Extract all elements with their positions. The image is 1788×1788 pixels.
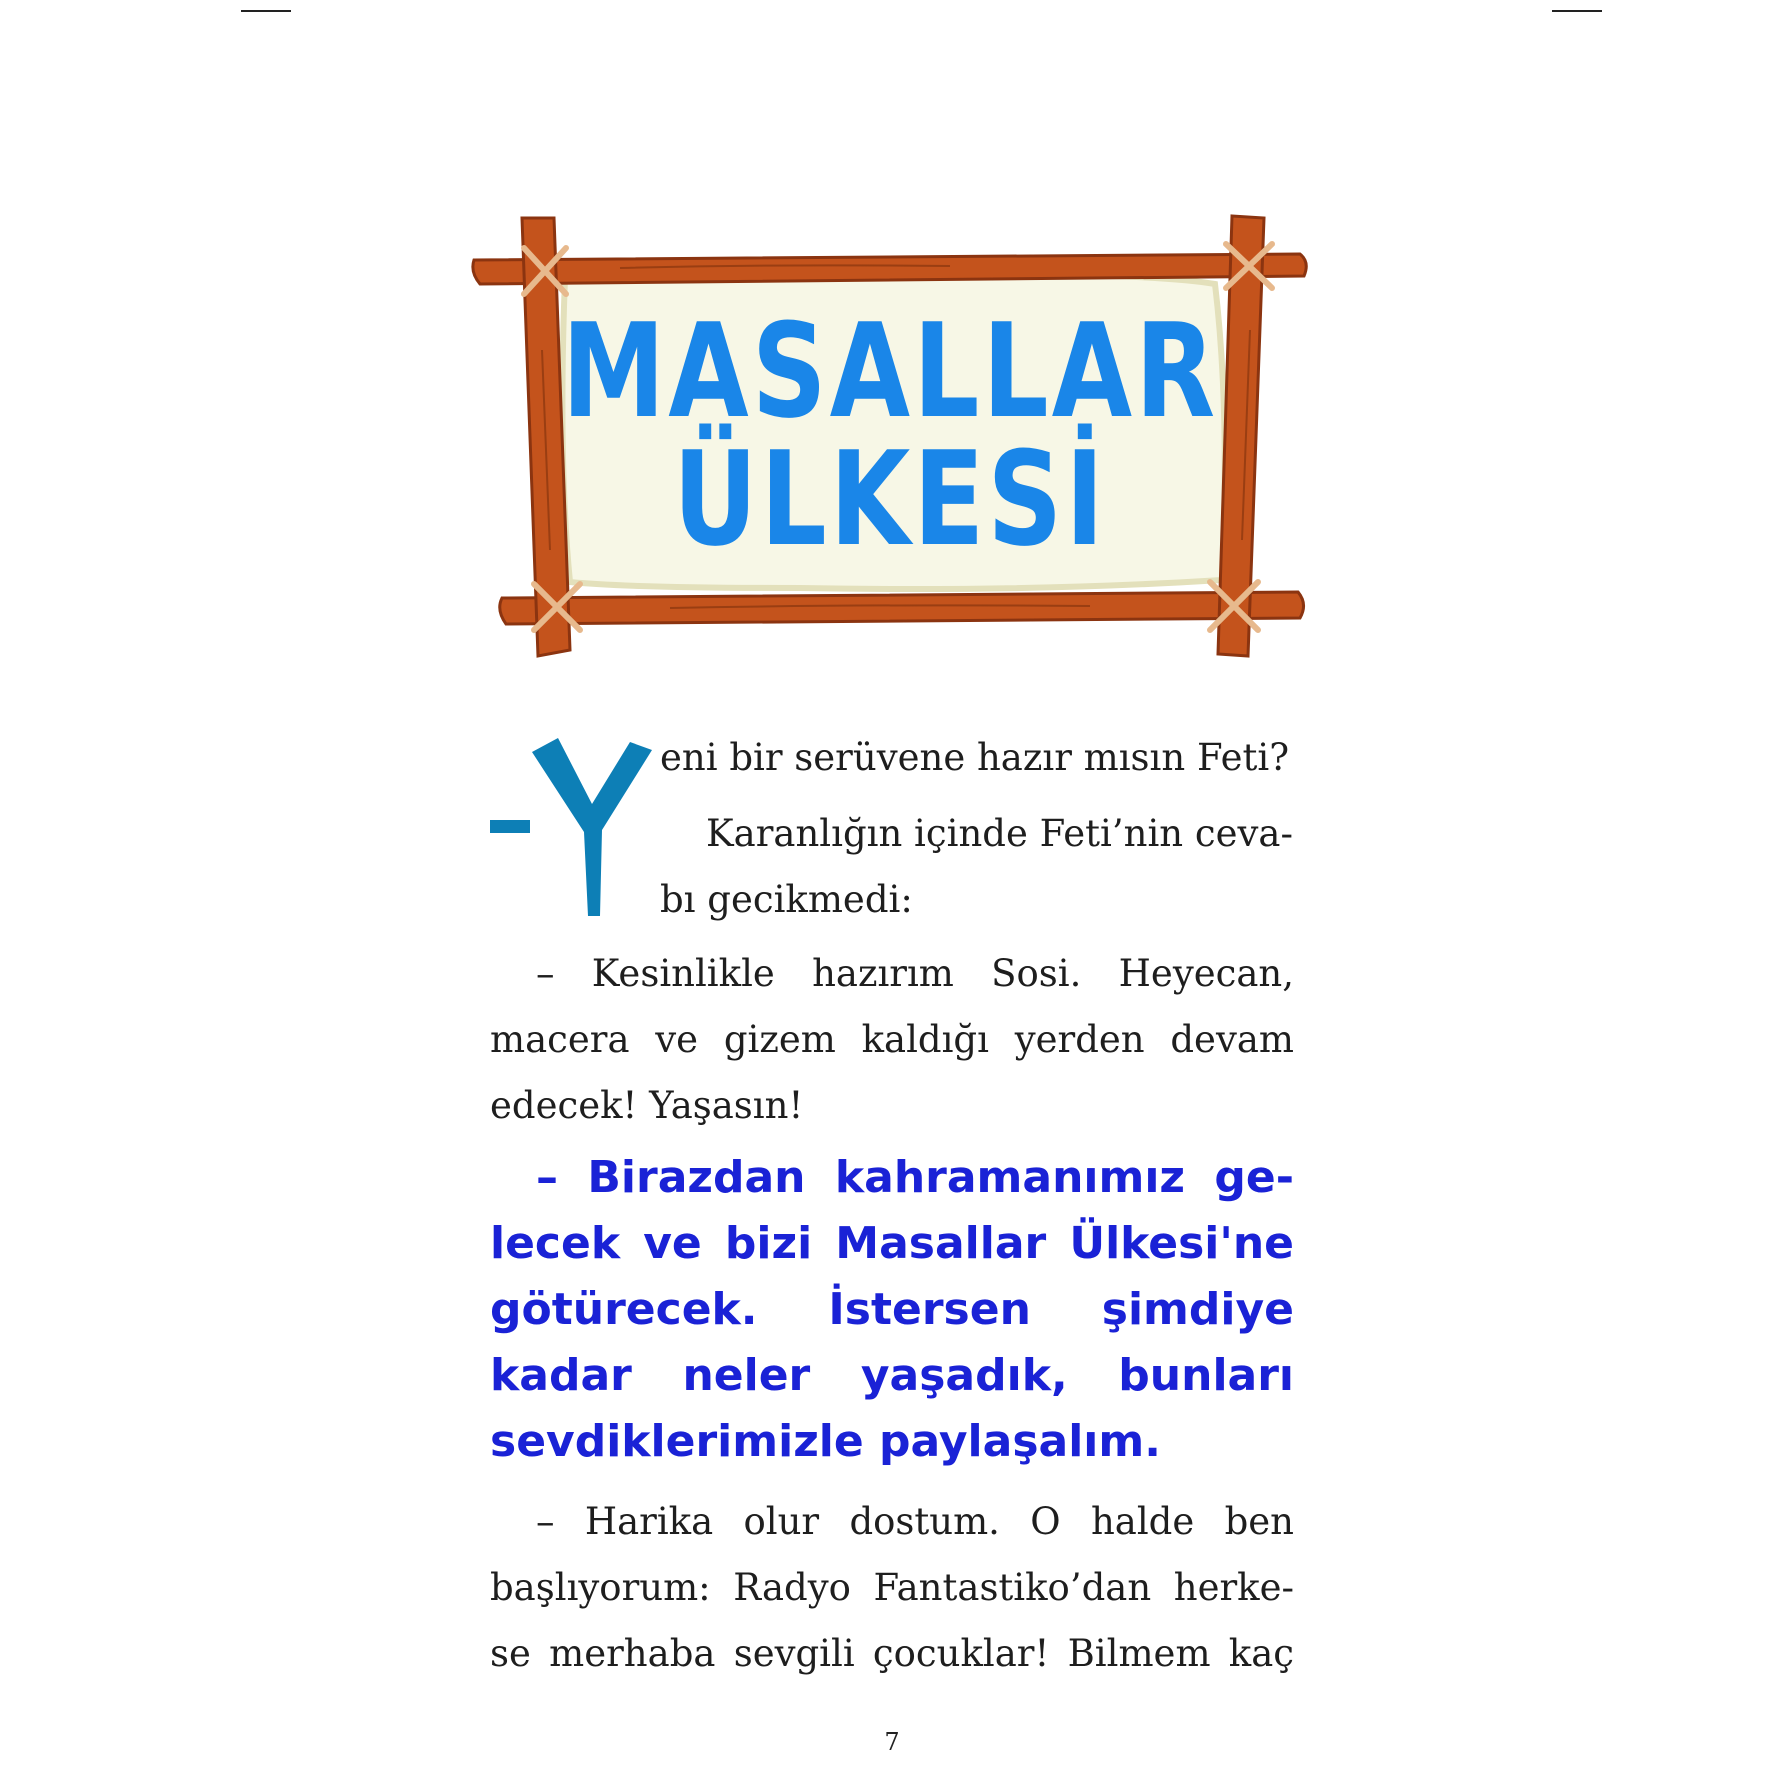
crop-mark-right <box>1552 10 1602 12</box>
drop-cap-dash <box>490 820 530 833</box>
dialogue-line: lecek ve bizi Masallar Ülkesi'ne <box>490 1218 1294 1269</box>
dialogue-line: – Birazdan kahramanımız ge- <box>536 1152 1294 1203</box>
text-line: Karanlığın içinde Feti’nin ceva- <box>706 812 1293 855</box>
book-title-line-2: ÜLKESİ <box>673 422 1107 576</box>
text-line: se merhaba sevgili çocuklar! Bilmem kaç <box>490 1632 1294 1675</box>
book-title-line-1: MASALLAR <box>561 294 1219 448</box>
drop-cap-letter <box>528 738 658 922</box>
text-line: – Harika olur dostum. O halde ben <box>536 1500 1294 1543</box>
page-number: 7 <box>884 1728 900 1756</box>
dialogue-line: götürecek. İstersen şimdiye <box>490 1284 1294 1335</box>
dialogue-line: kadar neler yaşadık, bunları <box>490 1350 1294 1401</box>
title-sign <box>470 210 1310 660</box>
text-line: macera ve gizem kaldığı yerden devam <box>490 1018 1294 1061</box>
text-line: eni bir serüvene hazır mısın Feti? <box>660 736 1290 779</box>
text-line: başlıyorum: Radyo Fantastiko’dan herke- <box>490 1566 1294 1609</box>
dialogue-line: sevdiklerimizle paylaşalım. <box>490 1416 1161 1467</box>
crop-mark-left <box>241 10 291 12</box>
text-line: – Kesinlikle hazırım Sosi. Heyecan, <box>536 952 1294 995</box>
text-line: bı gecikmedi: <box>660 878 913 921</box>
text-line: edecek! Yaşasın! <box>490 1084 804 1127</box>
